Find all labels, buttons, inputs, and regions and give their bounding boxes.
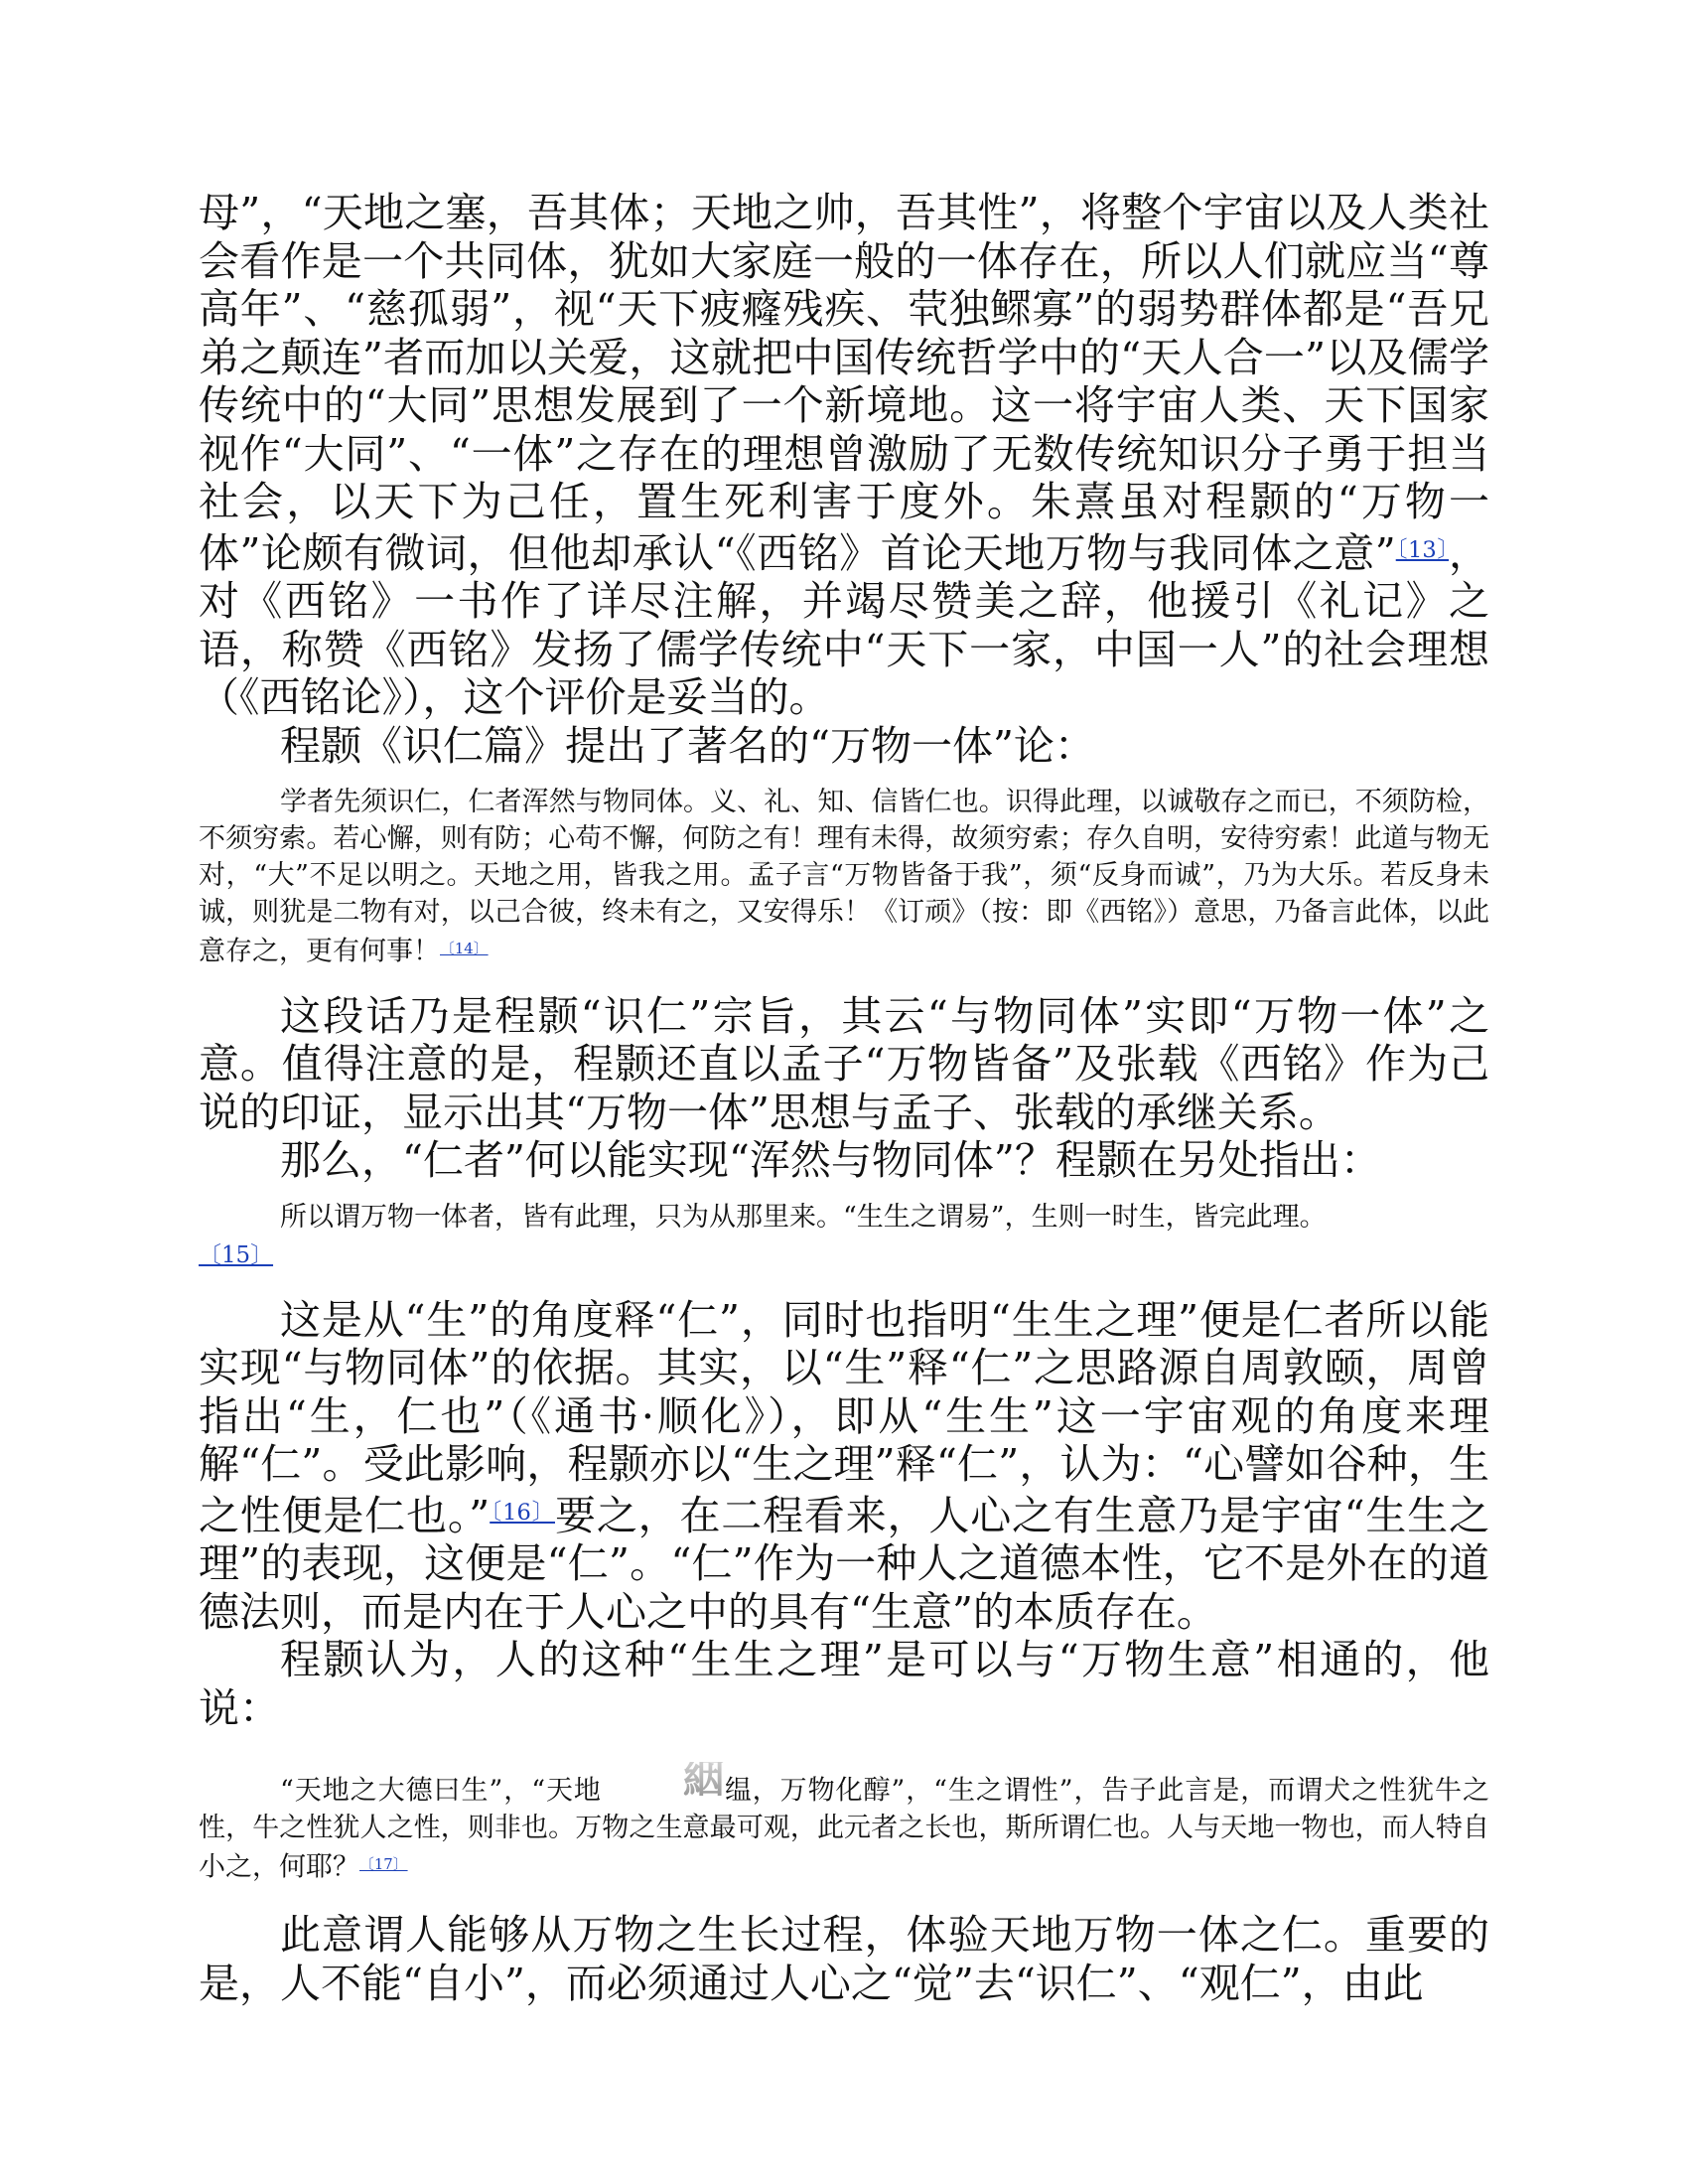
quote-text: 学者先须识仁，仁者浑然与物同体。义、礼、知、信皆仁也。识得此理，以诚敬存之而已，不须防检，不须穷索。若心懈，则有防；心苟不懈，何防之有！理有未得，故须穷索；存久自明，安待穷索！此道与物无对，“大”不足以明之。天地之用，皆我之用。孟子言“万物皆备于我”，须“反身而诚”，乃为大乐。若反身未诚，则犹是二物有对，以己合彼，终未有之，又安得乐！《订顽》（按：即《西铭》）意思，乃备言此体，以此意存之，更有何事！ xyxy=(199,787,1489,967)
footnote-link-13[interactable]: 〔13〕 xyxy=(1395,536,1449,563)
body-paragraph: 这段话乃是程颢“识仁”宗旨，其云“与物同体”实即“万物一体”之意。值得注意的是，程颢还直以孟子“万物皆备”及张载《西铭》作为己说的印证，显示出其“万物一体”思想与孟子、张载的承继关系。 xyxy=(199,991,1489,1136)
quote-text: 缊，万物化醇”，“生之谓性”，告子此言是，而谓犬之性犹牛之性，牛之性犹人之性，则非也。万物之生意最可观，此元者之长也，斯所谓仁也。人与天地一物也，而人特自小之，何耶？ xyxy=(199,1775,1489,1883)
paragraph-text: 这是从“生”的角度释“仁”，同时也指明“生生之理”便是仁者所以能实现“与物同体”的依据。其实，以“生”释“仁”之思路源自周敦颐，周曾指出“生，仁也”（《通书·顺化》），即从“生生”这一宇宙观的角度来理解“仁”。受此影响，程颢亦以“生之理”释“仁”，认为：“心譬如谷种，生之性便是仁也。” xyxy=(199,1295,1489,1539)
block-quote xyxy=(199,784,1489,970)
body-paragraph: 程颢认为，人的这种“生生之理”是可以与“万物生意”相通的，他说： xyxy=(199,1636,1489,1732)
footnote-link-15[interactable]: 〔15〕 xyxy=(199,1241,274,1268)
document-page xyxy=(199,189,1489,2007)
paragraph-text: 母”，“天地之塞，吾其体；天地之帅，吾其性”，将整个宇宙以及人类社会看作是一个共同体，犹如大家庭一般的一体存在，所以人们就应当“尊高年”、“慈孤弱”，视“天下疲癃残疾、茕独鳏寡”的弱势群体都是“吾兄弟之颠连”者而加以关爱，这就把中国传统哲学中的“天人合一”以及儒学传统中的“大同”思想发展到了一个新境地。这一将宇宙人类、天下国家视作“大同”、“一体”之存在的理想曾激励了无数传统知识分子勇于担当社会，以天下为己任，置生死利害于度外。朱熹虽对程颢的“万物一体”论颇有微词，但他却承认“《西铭》首论天地万物与我同体之意” xyxy=(199,189,1489,577)
body-paragraph: 此意谓人能够从万物之生长过程，体验天地万物一体之仁。重要的是，人不能“自小”，而必须通过人心之“觉”去“识仁”、“观仁”，由此 xyxy=(199,1911,1489,2007)
body-paragraph xyxy=(199,189,1489,722)
paragraph-text: ，对《西铭》一书作了详尽注解，并竭尽赞美之辞，他援引《礼记》之语，称赞《西铭》发扬了儒学传统中“天下一家，中国一人”的社会理想（《西铭论》），这个评价是妥当的。 xyxy=(199,528,1489,722)
quote-text: 所以谓万物一体者，皆有此理，只为从那里来。“生生之谓易”，生则一时生，皆完此理。 xyxy=(280,1201,1327,1233)
body-paragraph: 那么，“仁者”何以能实现“浑然与物同体”？程颢在另处指出： xyxy=(280,1136,1381,1185)
block-quote xyxy=(199,1754,1489,1885)
footnote-link-16[interactable]: 〔16〕 xyxy=(490,1499,555,1526)
glyph-image: 絪 xyxy=(602,1762,724,1795)
footnote-link-14[interactable]: 〔14〕 xyxy=(440,940,489,958)
paragraph-text: 要之，在二程看来，人心之有生意乃是宇宙“生生之理”的表现，这便是“仁”。“仁”作为一种人之道德本性，它不是外在的道德法则，而是内在于人心之中的具有“生意”的本质存在。 xyxy=(199,1491,1489,1636)
footnote-link-17[interactable]: 〔17〕 xyxy=(359,1854,408,1873)
body-paragraph: 程颢《识仁篇》提出了著名的“万物一体”论： xyxy=(280,721,1095,770)
block-quote xyxy=(199,1199,1489,1274)
quote-text: “天地之大德曰生”，“天地 xyxy=(280,1775,602,1807)
body-paragraph xyxy=(199,1296,1489,1637)
